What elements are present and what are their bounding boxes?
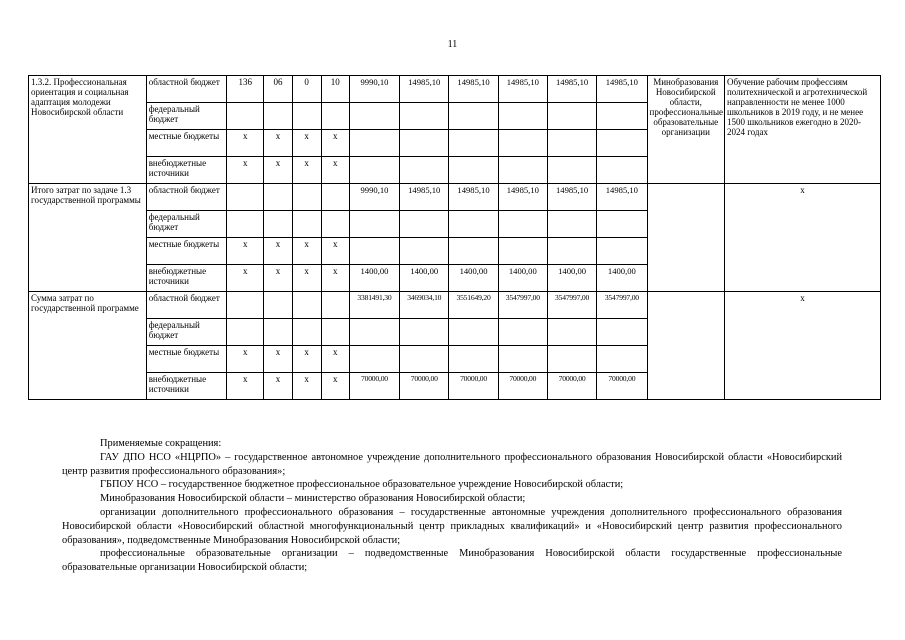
value-cell xyxy=(400,130,449,157)
value-cell: 14985,10 xyxy=(547,184,596,211)
value-cell: 14985,10 xyxy=(449,184,498,211)
value-cell: 3551649,20 xyxy=(449,292,498,319)
value-cell xyxy=(547,346,596,373)
value-cell xyxy=(349,103,399,130)
funding-source-cell: федеральный бюджет xyxy=(146,103,226,130)
value-cell: 14985,10 xyxy=(597,76,647,103)
value-cell: 14985,10 xyxy=(400,184,449,211)
code-cell: x xyxy=(227,346,264,373)
funding-source-cell: областной бюджет xyxy=(146,76,226,103)
value-cell xyxy=(449,346,498,373)
code-cell: x xyxy=(292,157,321,184)
value-cell: 3547997,00 xyxy=(547,292,596,319)
code-cell xyxy=(264,319,292,346)
value-cell: 9990,10 xyxy=(349,76,399,103)
value-cell xyxy=(349,130,399,157)
code-cell: x xyxy=(292,346,321,373)
code-cell: 06 xyxy=(264,76,292,103)
group-name-cell: 1.3.2. Профессиональная ориентация и социальная адаптация молодежи Новосибирской области xyxy=(29,76,147,184)
code-cell: x xyxy=(292,265,321,292)
value-cell xyxy=(597,238,647,265)
value-cell xyxy=(449,319,498,346)
funding-source-cell: внебюджетные источники xyxy=(146,157,226,184)
group-name-cell: Итого затрат по задаче 1.3 государственной программы xyxy=(29,184,147,292)
value-cell: 70000,00 xyxy=(498,373,547,400)
funding-source-cell: областной бюджет xyxy=(146,292,226,319)
note-item: ГАУ ДПО НСО «НЦРПО» – государственное автономное учреждение дополнительного профессионального образования Новосибирской области «Новосибирский центр развития профессионального образования»; xyxy=(62,451,842,477)
code-cell xyxy=(227,103,264,130)
funding-source-cell: внебюджетные источники xyxy=(146,265,226,292)
value-cell xyxy=(498,346,547,373)
funding-source-cell: областной бюджет xyxy=(146,184,226,211)
executor-cell: Минобразования Новосибирской области, профессиональные образовательные организации xyxy=(647,76,724,184)
value-cell: 3547997,00 xyxy=(498,292,547,319)
table-body xyxy=(29,76,881,400)
code-cell xyxy=(321,292,349,319)
result-cell: Обучение рабочим профессиям политехнической и агротехнической направленности не менее 1000 школьников в 2019 году, и не менее 1500 школьников ежегодно в 2020-2024 годах xyxy=(724,76,880,184)
value-cell xyxy=(349,157,399,184)
value-cell: 1400,00 xyxy=(400,265,449,292)
code-cell: 136 xyxy=(227,76,264,103)
table-row xyxy=(29,184,881,211)
code-cell: x xyxy=(321,373,349,400)
code-cell: x xyxy=(321,238,349,265)
code-cell xyxy=(321,184,349,211)
value-cell xyxy=(597,130,647,157)
value-cell xyxy=(547,211,596,238)
code-cell xyxy=(292,103,321,130)
value-cell xyxy=(349,346,399,373)
funding-source-cell: местные бюджеты xyxy=(146,346,226,373)
value-cell: 3469034,10 xyxy=(400,292,449,319)
executor-cell xyxy=(647,292,724,400)
note-item: организации дополнительного профессионального образования – государственные автономные учреждения дополнительного профессионального образования Новосибирской области «Новосибирский областной многофункциональный центр прикладных квалификаций» и «Новосибирский центр развития профессионального образования», подведомственные Минобразования Новосибирской области; xyxy=(62,506,842,546)
page-number: 11 xyxy=(447,39,458,50)
code-cell xyxy=(227,211,264,238)
value-cell xyxy=(349,238,399,265)
value-cell xyxy=(597,103,647,130)
value-cell: 70000,00 xyxy=(597,373,647,400)
code-cell xyxy=(227,319,264,346)
value-cell xyxy=(498,130,547,157)
code-cell: 0 xyxy=(292,76,321,103)
abbreviations-notes xyxy=(62,437,842,575)
value-cell xyxy=(498,319,547,346)
code-cell xyxy=(264,103,292,130)
code-cell: x xyxy=(264,373,292,400)
value-cell: 1400,00 xyxy=(547,265,596,292)
value-cell xyxy=(349,211,399,238)
value-cell xyxy=(498,157,547,184)
value-cell xyxy=(449,238,498,265)
value-cell xyxy=(547,157,596,184)
value-cell: 3547997,00 xyxy=(597,292,647,319)
code-cell: x xyxy=(264,130,292,157)
code-cell xyxy=(292,292,321,319)
value-cell: 9990,10 xyxy=(349,184,399,211)
value-cell: 14985,10 xyxy=(547,76,596,103)
code-cell xyxy=(292,319,321,346)
funding-source-cell: федеральный бюджет xyxy=(146,319,226,346)
value-cell xyxy=(498,211,547,238)
value-cell xyxy=(597,319,647,346)
code-cell: x xyxy=(227,157,264,184)
table-row xyxy=(29,292,881,319)
code-cell xyxy=(321,103,349,130)
note-item: ГБПОУ НСО – государственное бюджетное профессиональное образовательное учреждение Новосибирской области; xyxy=(100,479,624,491)
executor-cell xyxy=(647,184,724,292)
value-cell xyxy=(400,319,449,346)
value-cell xyxy=(400,103,449,130)
code-cell: x xyxy=(321,157,349,184)
group-name-cell: Сумма затрат по государственной программе xyxy=(29,292,147,400)
code-cell: x xyxy=(321,265,349,292)
result-cell: x xyxy=(724,292,880,400)
value-cell: 1400,00 xyxy=(498,265,547,292)
code-cell: 10 xyxy=(321,76,349,103)
code-cell: x xyxy=(227,373,264,400)
code-cell xyxy=(292,184,321,211)
value-cell xyxy=(400,211,449,238)
funding-source-cell: федеральный бюджет xyxy=(146,211,226,238)
value-cell xyxy=(498,238,547,265)
funding-source-cell: местные бюджеты xyxy=(146,238,226,265)
value-cell xyxy=(597,346,647,373)
value-cell xyxy=(400,346,449,373)
funding-source-cell: внебюджетные источники xyxy=(146,373,226,400)
code-cell: x xyxy=(321,130,349,157)
code-cell xyxy=(292,211,321,238)
value-cell xyxy=(449,130,498,157)
value-cell xyxy=(449,103,498,130)
value-cell: 1400,00 xyxy=(349,265,399,292)
code-cell: x xyxy=(227,130,264,157)
value-cell xyxy=(498,103,547,130)
value-cell xyxy=(547,319,596,346)
code-cell: x xyxy=(264,157,292,184)
value-cell: 70000,00 xyxy=(400,373,449,400)
value-cell: 70000,00 xyxy=(349,373,399,400)
result-cell: x xyxy=(724,184,880,292)
code-cell xyxy=(321,211,349,238)
value-cell xyxy=(349,319,399,346)
value-cell: 1400,00 xyxy=(449,265,498,292)
table-row xyxy=(29,76,881,103)
value-cell: 14985,10 xyxy=(400,76,449,103)
value-cell xyxy=(449,157,498,184)
value-cell xyxy=(597,157,647,184)
code-cell: x xyxy=(264,265,292,292)
value-cell: 1400,00 xyxy=(597,265,647,292)
code-cell: x xyxy=(227,238,264,265)
value-cell xyxy=(547,238,596,265)
value-cell: 14985,10 xyxy=(498,184,547,211)
notes-heading: Применяемые сокращения: xyxy=(100,438,222,449)
value-cell xyxy=(547,130,596,157)
value-cell: 14985,10 xyxy=(498,76,547,103)
value-cell xyxy=(597,211,647,238)
value-cell: 14985,10 xyxy=(597,184,647,211)
budget-table xyxy=(28,75,881,400)
value-cell: 70000,00 xyxy=(547,373,596,400)
funding-source-cell: местные бюджеты xyxy=(146,130,226,157)
code-cell: x xyxy=(227,265,264,292)
value-cell xyxy=(547,103,596,130)
code-cell xyxy=(264,292,292,319)
code-cell xyxy=(227,184,264,211)
note-item: профессиональные образовательные организации – подведомственные Минобразования Новосибирской области государственные профессиональные образовательные организации Новосибирской области; xyxy=(62,548,842,574)
code-cell xyxy=(321,319,349,346)
code-cell xyxy=(227,292,264,319)
code-cell xyxy=(264,184,292,211)
code-cell: x xyxy=(292,130,321,157)
value-cell xyxy=(400,238,449,265)
code-cell: x xyxy=(292,238,321,265)
value-cell xyxy=(400,157,449,184)
value-cell: 3381491,30 xyxy=(349,292,399,319)
code-cell: x xyxy=(264,238,292,265)
value-cell: 14985,10 xyxy=(449,76,498,103)
code-cell: x xyxy=(292,373,321,400)
code-cell: x xyxy=(321,346,349,373)
value-cell xyxy=(449,211,498,238)
code-cell: x xyxy=(264,346,292,373)
value-cell: 70000,00 xyxy=(449,373,498,400)
code-cell xyxy=(264,211,292,238)
note-item: Минобразования Новосибирской области – министерство образования Новосибирской области; xyxy=(100,493,526,505)
